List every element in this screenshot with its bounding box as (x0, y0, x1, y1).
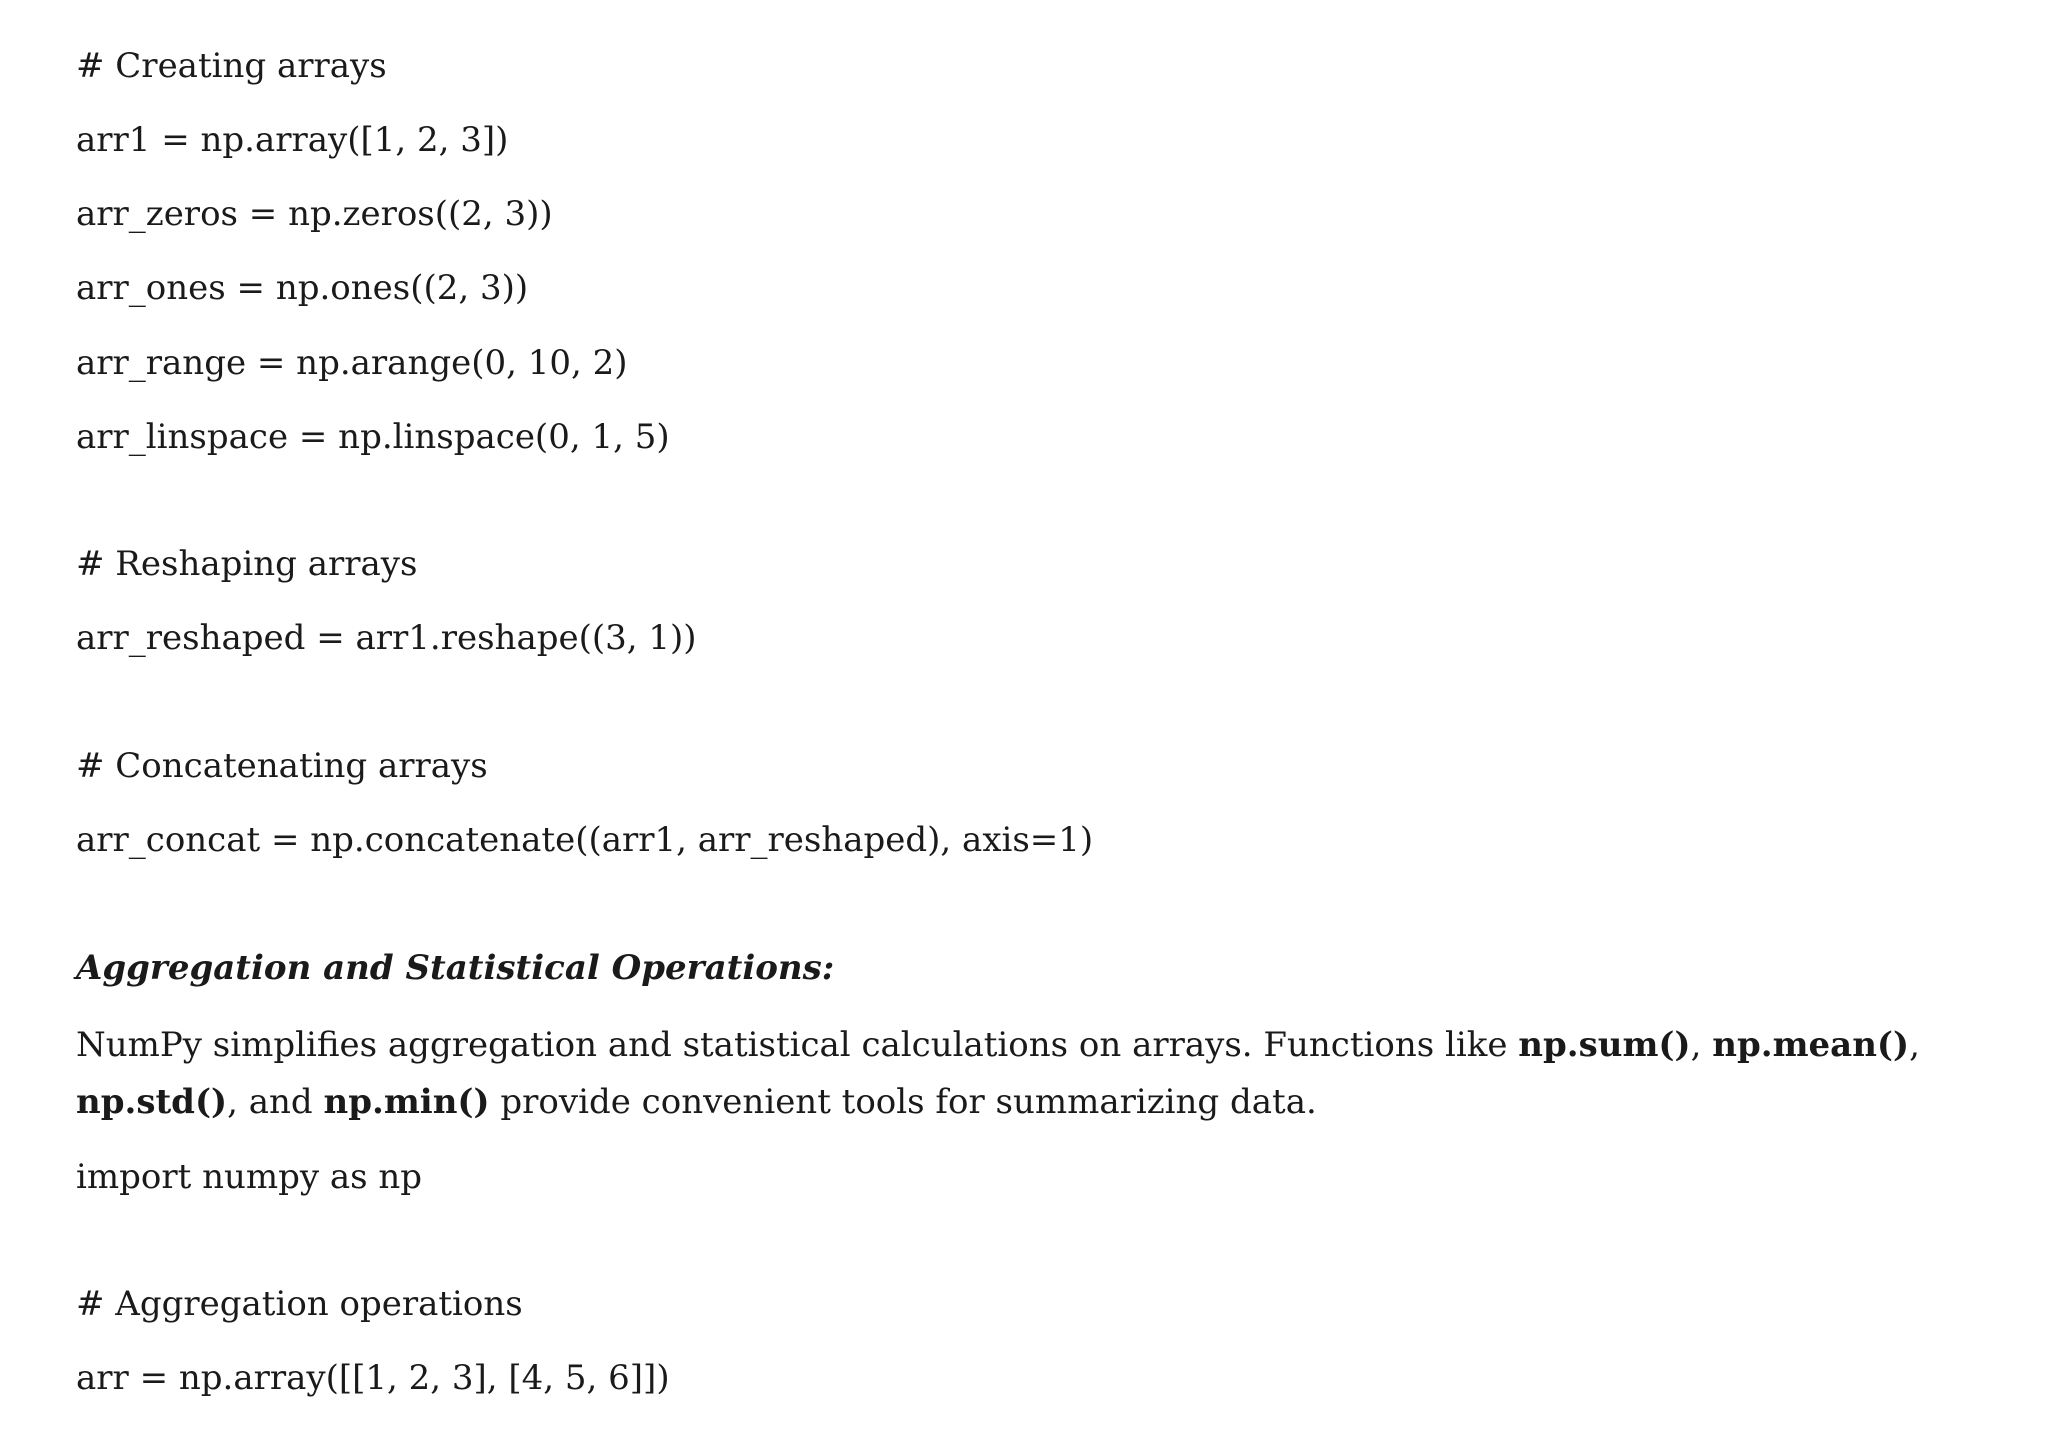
comment-creating-arrays: # Creating arrays (76, 46, 387, 86)
function-name: np.std() (76, 1082, 228, 1122)
paragraph-text: NumPy simplifies aggregation and statistical calculations on arrays. Functions like (76, 1025, 1519, 1065)
code-line-arr1: arr1 = np.array([1, 2, 3]) (76, 120, 509, 160)
code-line-arr-concat: arr_concat = np.concatenate((arr1, arr_reshaped), axis=1) (76, 820, 1094, 860)
comment-reshaping-arrays: # Reshaping arrays (76, 544, 418, 584)
code-line-arr: arr = np.array([[1, 2, 3], [4, 5, 6]]) (76, 1358, 670, 1398)
body-paragraph (76, 1017, 2006, 1131)
paragraph-text: , and (227, 1082, 324, 1122)
code-line-arr-ones: arr_ones = np.ones((2, 3)) (76, 268, 529, 308)
code-line-arr-linspace: arr_linspace = np.linspace(0, 1, 5) (76, 417, 670, 457)
function-name: np.min() (323, 1082, 490, 1122)
code-line-arr-zeros: arr_zeros = np.zeros((2, 3)) (76, 194, 553, 234)
code-line-import: import numpy as np (76, 1157, 423, 1197)
separator: , (1909, 1025, 1920, 1065)
separator: , (1690, 1025, 1713, 1065)
code-line-arr-range: arr_range = np.arange(0, 10, 2) (76, 343, 628, 383)
function-name: np.sum() (1518, 1025, 1691, 1065)
comment-concatenating-arrays: # Concatenating arrays (76, 746, 488, 786)
code-line-arr-reshaped: arr_reshaped = arr1.reshape((3, 1)) (76, 618, 697, 658)
paragraph-text: provide convenient tools for summarizing data. (489, 1082, 1317, 1122)
comment-aggregation-operations: # Aggregation operations (76, 1284, 523, 1324)
section-heading: Aggregation and Statistical Operations: (76, 948, 835, 988)
function-name: np.mean() (1712, 1025, 1910, 1065)
